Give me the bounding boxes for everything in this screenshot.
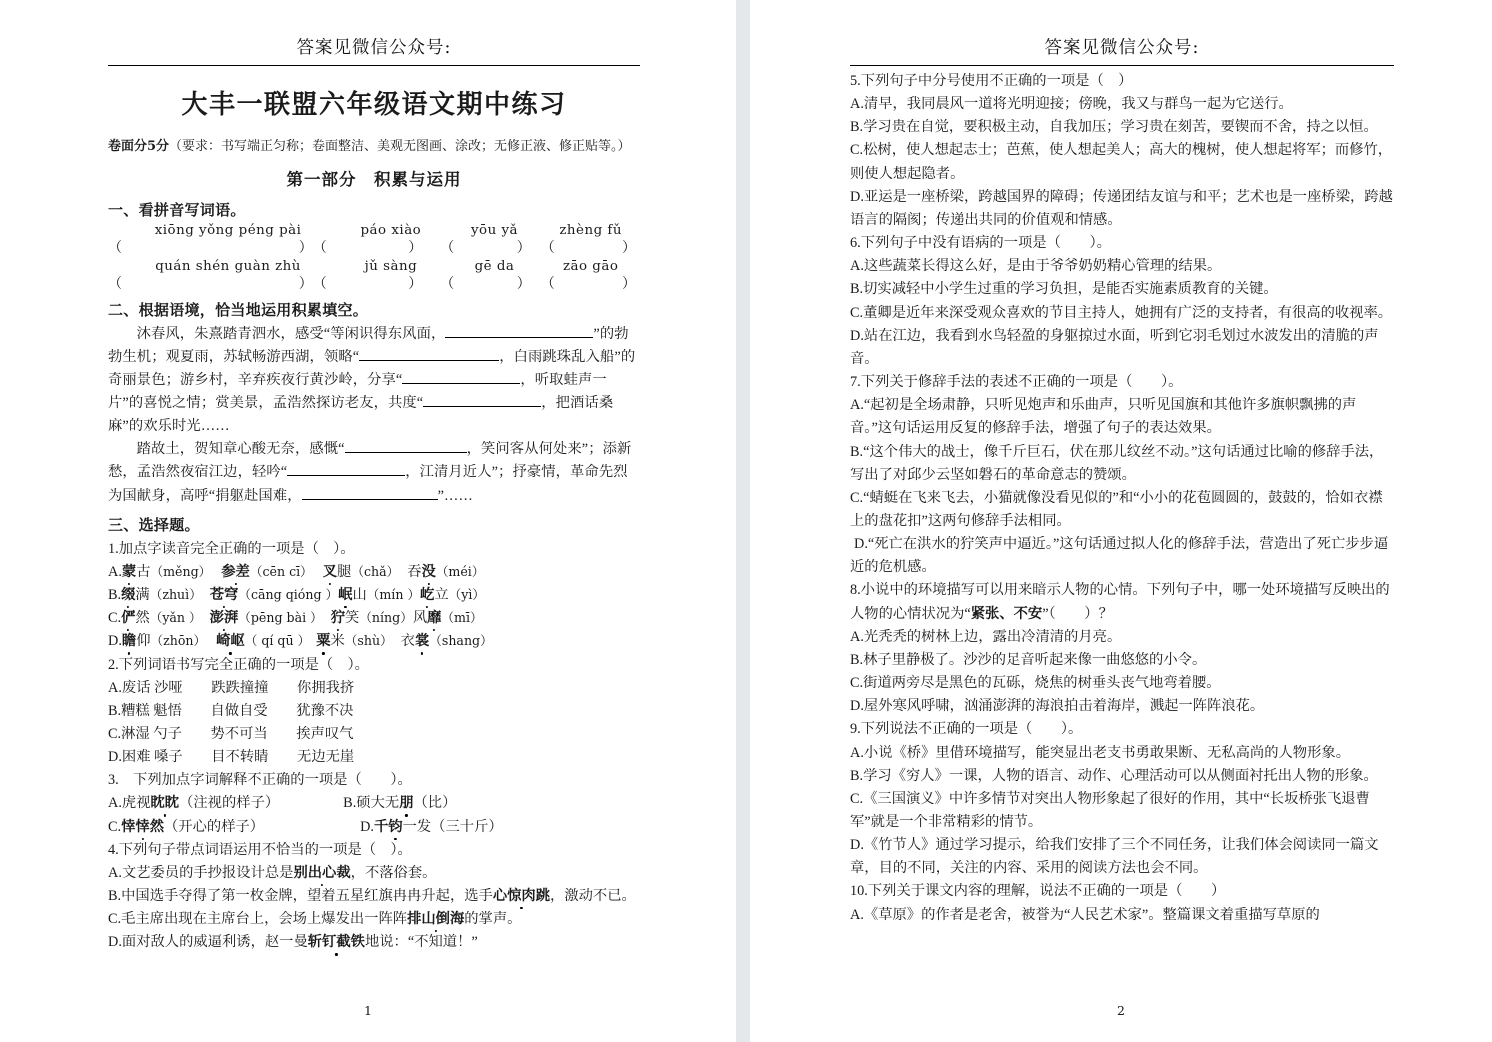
option-text: 淋湿 勺子 势不可当 挨声叹气 [121,726,354,742]
page-number: 2 [1117,1003,1125,1018]
pinyin-reading: （měng） [150,563,212,579]
answer-blank[interactable] [345,452,467,453]
pinyin-reading: （shù） [344,633,393,649]
question-stem [850,70,1394,93]
option-text: 废话 沙哑 跌跌撞撞 你拥我挤 [121,679,355,696]
emphasis-char: 俨 [121,607,135,630]
option-label: B. [850,443,864,460]
text-run: ，白雨跳珠乱入船”的奇丽景色；游乡村，辛弃疾夜行黄沙岭，分享“ [108,348,636,388]
option-label: D. [850,327,864,344]
answer-blank[interactable] [445,337,593,338]
question-number: 5. [850,73,861,89]
answer-blank[interactable] [423,406,541,407]
question-text: 下列句子中没有语病的一项是（ ）。 [860,235,1111,252]
option-label: C. [850,304,864,321]
option-text: 光秃秃的树林上边，露出冷清清的月亮。 [863,628,1122,645]
pinyin-reading: （chǎ） [351,563,400,579]
option-text: 林子里静极了。沙沙的足音听起来像一曲悠悠的小令。 [863,651,1207,668]
question-number: 1. [108,540,119,557]
option-row[interactable] [850,788,1394,834]
option-text: 学习贵在自觉，要积极主动，自我加压；学习贵在刻苦，要锲而不舍，持之以恒。 [863,119,1378,136]
question-text: 小说中的环境描写可以用来暗示人物的心情。下列句子中，哪一处环境描写反映出的人物的心情状况为“ [850,582,1390,622]
page-gap [736,0,750,1042]
option-text: 面对敌人的威逼利诱，赵一曼 [121,934,308,951]
emphasis-char: 缀 [121,584,135,607]
option-text: 吞 [407,563,422,580]
fill-blank-paragraph-1 [108,323,640,439]
option-text: 小说《桥》里借环境描写，能突显出老支书勇敢果断、无私高尚的人物形象。 [863,744,1350,761]
pinyin-syllables: zhèng fǔ [559,222,622,238]
option-row[interactable] [850,255,1394,278]
question-text: 下列句子中分号使用不正确的一项是（ ） [860,73,1133,89]
pinyin-reading: （zhuì） [149,587,202,603]
option-text: 《竹节人》通过学习提示，给我们安排了三个不同任务，让我们体会阅读同一篇文章，目的不同，关注的内容、采用的阅读方法也会不同。 [850,837,1379,877]
bracket-close: ） [408,240,423,256]
option-label: B. [850,767,864,784]
option-text: 千 [374,818,389,835]
answer-bracket[interactable] [541,273,640,293]
text-run: ，笑问客从何处来”；添新愁，孟浩然夜宿江边，轻吟“ [108,441,632,481]
question-stem [850,232,1394,255]
question-number: 4. [108,841,119,858]
option-text: 中国选手夺得了第一枚金牌，望着五星红旗冉冉升起，选手 [121,888,493,905]
answer-bracket[interactable] [313,237,441,257]
emphasis-char: 屹 [420,584,434,607]
option-text: 文艺委员的手抄报设计总是 [121,864,294,881]
option-text: 屋外寒风呼啸，汹涌澎湃的海浪拍击着海岸，溅起一阵阵浪花。 [863,698,1265,715]
answer-bracket[interactable] [440,237,540,257]
question-number: 10. [850,883,868,900]
text-run: ”的勃勃生机；观夏雨，苏轼畅游西湖，领略“ [108,325,629,365]
text-run: ，听取蛙声一片”的喜悦之情；赏美景，孟浩然探访老友，共度“ [108,371,607,411]
option-text: “起初是全场肃静，只听见炮声和乐曲声，只听见国旗和其他许多旗帜飘拂的声音。”这句话运用反复的修辞手法，增强了句子的表达效果。 [850,397,1357,437]
pinyin-reading: （méi） [435,563,485,579]
option-label: C. [108,911,122,928]
option-text: 风 [412,610,428,627]
option-text: 站在江边，我看到水鸟轻盈的身躯掠过水面，听到它羽毛划过水波发出的清脆的声音。 [850,327,1379,367]
option-label: A. [850,96,864,113]
option-text: “蜻蜓在飞来飞去，小猫就像没看见似的”和“小小的花苞圆圆的，鼓鼓的，恰如衣襟上的盘花扣”这两句修辞手法相同。 [850,489,1383,529]
option-text: 这些蔬菜长得这么好，是由于爷爷奶奶精心管理的结果。 [863,258,1222,275]
option-row[interactable] [108,630,640,653]
option-label: B. [343,795,357,812]
text-run: 踏故土，贺知章心酸无奈，感慨“ [136,441,345,458]
score-note-rest: （要求：书写端正匀称；卷面整洁、美观无图画、涂改；无修正液、修正贴等。） [169,139,631,154]
question-text: 下列词语书写完全正确的一项是（ ）。 [118,656,369,673]
text-run: ，江清月近人”；抒豪情，革命先烈为国献身，高呼“捐躯赴国难， [108,464,628,504]
option-row[interactable] [850,742,1394,765]
section-2-heading: 二、根据语境，恰当地运用积累填空。 [108,302,369,319]
emphasis-char: 参差 [221,561,250,584]
bracket-close: ） [516,240,531,256]
option-label: D. [360,818,374,835]
option-label: C. [108,610,122,627]
score-note-bold: 卷面分5分 [108,139,170,154]
bracket-close: ） [298,240,313,256]
emphasis-char: 澎湃 [210,607,239,630]
option-text: 街道两旁尽是黑色的瓦砾，烧焦的树垂头丧气地弯着腰。 [863,675,1221,692]
pinyin-syllables: zāo gāo [562,258,619,274]
option-row[interactable] [850,394,1394,440]
question-text: 加点字读音完全正确的一项是（ ）。 [118,540,355,557]
option-text: （比） [413,795,457,812]
option-row[interactable] [850,302,1394,325]
option-row[interactable] [850,116,1394,139]
option-text: 切实减轻中小学生过重的学习负担，是能否实施素质教育的关键。 [863,281,1278,298]
option-pair-row [108,816,640,839]
answer-bracket[interactable] [440,273,540,293]
question-number: 6. [850,235,861,252]
page-number: 1 [364,1003,372,1018]
question-stem [850,371,1394,394]
option-text: 立 [434,587,449,604]
option-label: B. [108,702,122,719]
option-label: D. [850,188,864,205]
option-row[interactable] [108,908,640,931]
emphasis-char: 靡 [427,607,441,630]
pinyin-row-1 [108,223,640,238]
option-text: （开心的样子） [164,818,265,835]
pinyin-reading: （cēn cī） [249,563,313,579]
pinyin-syllables: quán shén guàn zhù [155,258,301,274]
option-text: 《三国演义》中许多情节对突出人物形象起了很好的作用，其中“长坂桥张飞退曹军”就是一个非常精彩的情节。 [850,790,1370,830]
bracket-open: （ [312,240,327,256]
option-row[interactable] [850,904,1394,927]
answer-bracket[interactable] [541,237,640,257]
option-row[interactable] [850,139,1394,185]
question-stem [108,769,640,792]
option-row[interactable] [108,746,640,769]
emphasis-char: 粟 [316,630,330,653]
text-run: 沐春风，朱熹踏青泗水，感受“等闲识得东风面， [136,325,446,342]
option-text: （注视的样子） [179,795,280,812]
pinyin-block [108,223,640,293]
option-label: C. [108,726,122,742]
pinyin-reading: （ qí qū ） [244,633,311,649]
option-row[interactable] [850,533,1394,579]
option-text: 古 [136,563,151,580]
pinyin-reading: （mín ） [366,587,421,603]
option-row[interactable] [108,700,640,723]
bracket-close: ） [516,276,531,292]
option-text: 《草原》的作者是老舍，被誉为“人民艺术家”。整篇课文着重描写草原的 [863,906,1320,923]
option-text: “这个伟大的战士，像千斤巨石，伏在那儿纹丝不动。”这句话通过比喻的修辞手法，写出了对邱少云坚如磐石的革命意志的赞颂。 [850,443,1384,483]
option-label: C. [850,675,864,692]
question-number: 2. [108,656,119,673]
emphasis-char: 裳 [415,630,429,653]
option-label: A. [108,563,122,580]
question-text: 下列加点字词解释不正确的一项是（ ）。 [118,772,412,789]
option-row[interactable] [108,931,640,954]
option-label: A. [108,795,122,812]
option-label: A. [850,258,864,275]
option-text: 糟糕 魁悟 自做自受 犹豫不决 [121,702,354,719]
option-row[interactable] [850,441,1394,487]
option-text: 满 [135,587,150,604]
answer-bracket[interactable] [108,237,313,257]
option-row[interactable] [850,93,1394,116]
emphasis-char: 眈眈 [151,792,180,815]
emphasis-char: 悻悻然 [121,816,164,839]
pinyin-syllables: jǔ sàng [364,258,418,274]
emphasis-char: 钧 [388,816,402,839]
question-text: 下列关于修辞手法的表述不正确的一项是（ ）。 [860,374,1183,391]
emphasis-char: 蒙 [122,561,136,584]
pinyin-syllables: yōu yǎ [470,222,518,238]
option-label: A. [108,679,122,696]
bracket-close: ） [622,240,636,256]
part-one-title: 第一部分 积累与运用 [286,169,462,189]
emphasis-phrase: 排山倒海 [407,908,464,931]
option-row[interactable] [850,834,1394,880]
option-label: D. [850,837,864,854]
option-row[interactable] [850,649,1394,672]
emphasis-phrase: 心惊肉跳 [493,885,550,908]
bracket-open: （ [440,276,455,292]
answer-bracket[interactable] [108,273,313,293]
header-divider [108,65,640,66]
question-stem [108,839,640,862]
pinyin-reading: （zhōn） [150,633,207,649]
option-label: A. [108,864,122,881]
bracket-open: （ [108,240,122,256]
emphasis-char: 瞻 [122,630,136,653]
option-text: 衣 [400,633,415,650]
text-run: ，把酒话桑麻”的欢乐时光…… [108,394,614,435]
question-stem [850,718,1394,741]
option-label: C. [850,489,864,506]
option-text: 米 [330,633,345,650]
pinyin-row-2 [108,259,640,274]
question-number: 3. [108,772,119,789]
pinyin-reading: （yǎn ） [149,610,202,626]
section-3-heading: 三、选择题。 [108,517,200,534]
answer-bracket[interactable] [313,273,441,293]
option-row[interactable] [850,487,1394,533]
answer-blank[interactable] [402,383,520,384]
page-title: 大丰一联盟六年级语文期中练习 [181,90,567,120]
bracket-close: ） [622,276,636,292]
pinyin-syllables: páo xiào [360,222,422,238]
option-text: 董卿是近年来深受观众喜欢的节目主持人，她拥有广泛的支持者，有很高的收视率。 [863,304,1393,321]
option-label: C. [850,142,864,159]
page-2 [750,0,1492,1042]
option-label: D. [108,934,122,951]
pinyin-reading: （shang） [429,633,493,649]
question-number: 8. [850,582,861,599]
option-text: 笑 [345,610,360,627]
option-row[interactable] [108,862,640,885]
option-label: A. [850,906,864,923]
option-row[interactable] [108,723,640,746]
pinyin-syllables: xiōng yǒng péng pài [154,222,302,238]
option-label: D. [108,633,122,650]
option-row[interactable] [850,626,1394,649]
bracket-close: ） [298,276,313,292]
question-stem [108,654,640,677]
pinyin-reading: （mī） [441,610,483,626]
pinyin-reading: （cāng qióng ） [238,587,339,603]
option-text: 腿 [337,563,352,580]
option-row[interactable] [108,584,640,607]
pinyin-reading: （níng） [359,610,413,626]
emphasis-char: 朋 [399,792,413,815]
option-row[interactable] [850,278,1394,301]
option-text: 亚运是一座桥梁，跨越国界的障碍；传递团结友谊与和平；艺术也是一座桥梁，跨越语言的隔阂；传递出共同的价值观和情感。 [850,188,1393,228]
option-label: C. [850,790,864,807]
bracket-close: ） [408,276,423,292]
option-text: 地说：“不知道！” [364,934,478,951]
answer-blank[interactable] [302,499,438,500]
option-label: D. [854,536,868,553]
pinyin-reading: （pēng bài ） [238,610,323,626]
emphasis-char: 没 [422,561,436,584]
question-number: 7. [850,374,861,391]
question-emphasis: 紧张、不安 [970,605,1043,622]
option-row[interactable] [850,695,1394,718]
option-label: A. [850,397,864,414]
emphasis-phrase: 别出心裁 [293,862,350,885]
option-label: B. [108,587,122,604]
option-label: A. [850,628,864,645]
option-text: ，不落俗套。 [350,864,437,881]
option-label: B. [850,119,864,136]
option-label: B. [850,281,864,298]
pinyin-syllables: gē da [474,258,515,274]
option-text: 毛主席出现在主席台上，会场上爆发出一阵阵 [121,911,408,928]
emphasis-phrase: 斩钉截铁 [308,931,365,954]
section-1-heading: 一、看拼音写词语。 [108,202,246,219]
question-text: 下列句子带点词语运用不恰当的一项是（ ）。 [118,841,412,858]
option-label: A. [850,744,864,761]
option-text: 山 [352,587,367,604]
emphasis-char: 苍穹 [210,584,239,607]
score-note [108,137,640,157]
option-label: D. [850,698,864,715]
pinyin-reading: （yì） [448,587,485,603]
bracket-open: （ [312,276,327,292]
option-row[interactable] [108,885,640,908]
question-number: 9. [850,721,861,738]
question-stem [108,538,640,561]
option-text: 清早，我同晨风一道将光明迎接；傍晚，我又与群鸟一起为它送行。 [863,96,1293,113]
option-row[interactable] [108,677,640,700]
emphasis-char: 狞 [331,607,345,630]
emphasis-char: 叉 [323,561,337,584]
option-label: B. [850,651,864,668]
text-run: ”…… [437,487,473,504]
option-row[interactable] [108,561,640,584]
bracket-open: （ [108,276,122,292]
option-text: 松树，使人想起志士；芭蕉，使人想起美人；高大的槐树，使人想起将军；而修竹，则使人想起隐者。 [850,142,1393,182]
option-text: 仰 [136,633,151,650]
option-label: B. [108,888,122,905]
option-row[interactable] [108,607,640,630]
answer-bracket-row-1 [108,237,640,257]
option-row[interactable] [850,765,1394,788]
option-label: D. [108,749,122,766]
option-text: 的掌声。 [464,911,522,928]
option-text: 一发（三十斤） [402,818,503,835]
bracket-open: （ [540,240,555,256]
question-text: 下列说法不正确的一项是（ ）。 [860,721,1083,738]
wechat-header: 答案见微信公众号: [296,38,452,58]
option-pair-row [108,792,640,815]
answer-blank[interactable] [287,475,405,476]
bracket-open: （ [440,240,455,256]
option-text: ，激动不已。 [550,888,636,905]
option-text: 硕大无 [356,795,400,812]
option-text: 学习《穷人》一课，人物的语言、动作、心理活动可以从侧面衬托出人物的形象。 [863,767,1378,784]
option-row[interactable] [850,672,1394,695]
fill-blank-paragraph-2 [108,438,640,507]
wechat-header: 答案见微信公众号: [1044,38,1200,58]
option-text: 然 [135,610,150,627]
question-stem [850,880,1394,903]
option-row[interactable] [850,186,1394,232]
option-row[interactable] [850,325,1394,371]
answer-blank[interactable] [359,360,499,361]
option-text: “死亡在洪水的狞笑声中逼近。”这句话通过拟人化的修辞手法，营造出了死亡步步逼近的危机感。 [850,536,1389,576]
question-text: ”（ ）？ [1042,605,1113,622]
page-1 [0,0,736,1042]
option-text: 虎视 [121,795,151,812]
emphasis-char: 岷 [338,584,352,607]
option-text: 困难 嗓子 目不转睛 无边无崖 [121,749,355,766]
emphasis-char: 崎岖 [216,630,245,653]
question-text: 下列关于课文内容的理解，说法不正确的一项是（ ） [867,883,1226,900]
option-label: C. [108,818,122,835]
question-stem [850,579,1394,625]
bracket-open: （ [540,276,555,292]
answer-bracket-row-2 [108,273,640,293]
